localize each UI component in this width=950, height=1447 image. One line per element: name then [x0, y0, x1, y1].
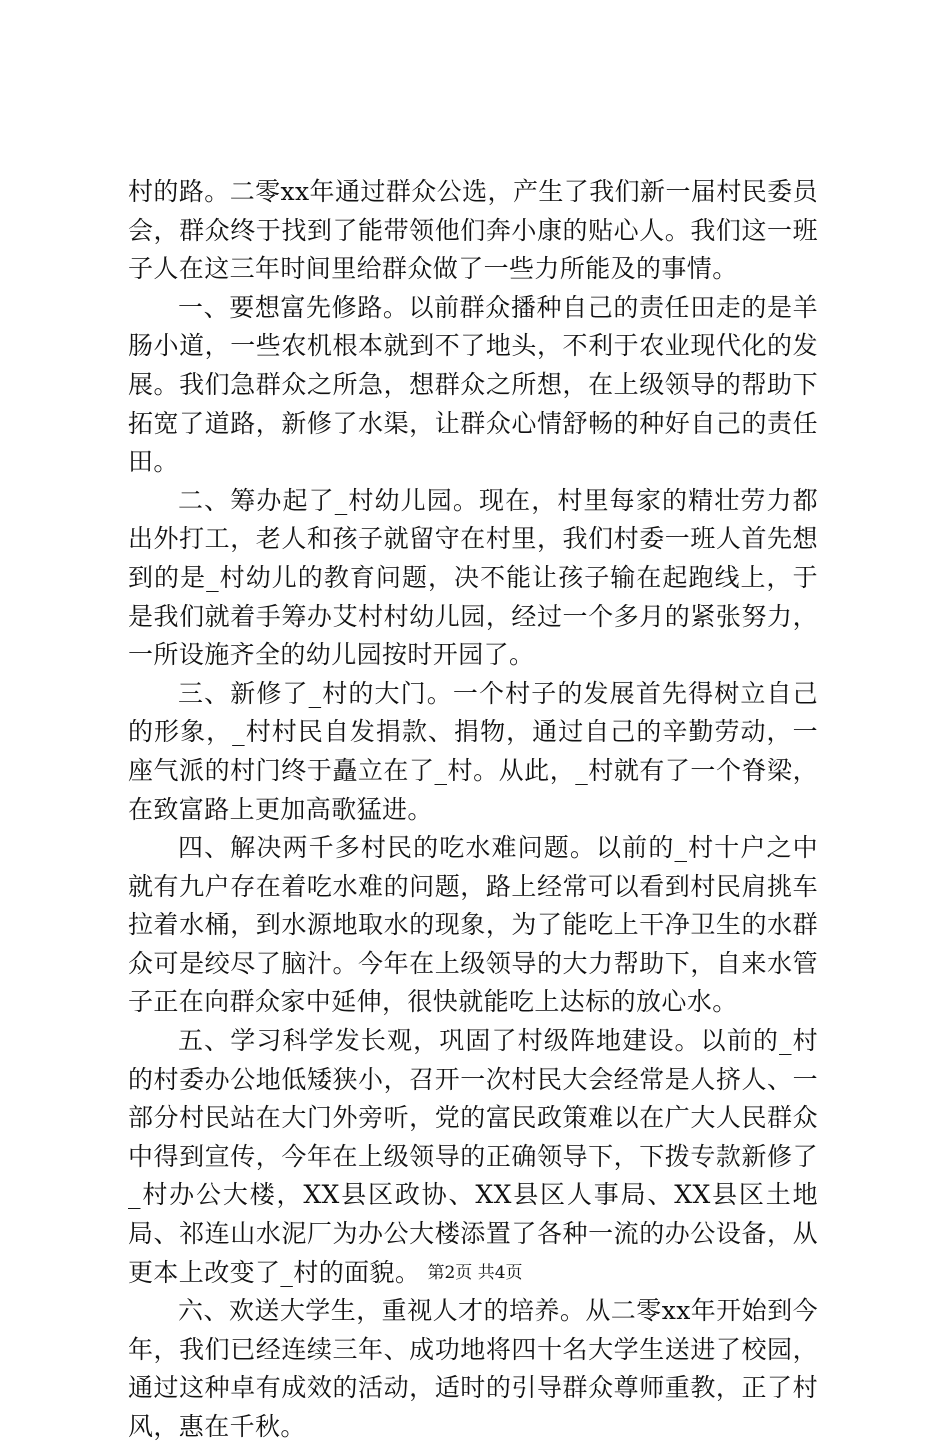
paragraph-intro: 村的路。二零xx年通过群众公选，产生了我们新一届村民委员会，群众终于找到了能带领他们奔小康的贴心人。我们这一班子人在这三年时间里给群众做了一些力所能及的事情。 [128, 177, 818, 284]
document-body [128, 173, 818, 1447]
paragraph-item-2: 二、筹办起了_村幼儿园。现在，村里每家的精壮劳力都出外打工，老人和孩子就留守在村里，我们村委一班人首先想到的是_村幼儿的教育问题，决不能让孩子输在起跑线上，于是我们就着手筹办艾村村幼儿园，经过一个多月的紧张努力，一所设施齐全的幼儿园按时开园了。 [128, 485, 818, 670]
paragraph-item-6: 六、欢送大学生，重视人才的培养。从二零xx年开始到今年，我们已经连续三年、成功地将四十名大学生送进了校园，通过这种卓有成效的活动，适时的引导群众尊师重教，正了村风，惠在千秋。 [128, 1296, 818, 1441]
paragraph-item-4: 四、解决两千多村民的吃水难问题。以前的_村十户之中就有九户存在着吃水难的问题，路上经常可以看到村民肩挑车拉着水桶，到水源地取水的现象，为了能吃上干净卫生的水群众可是绞尽了脑汁。今年在上级领导的大力帮助下，自来水管子正在向群众家中延伸，很快就能吃上达标的放心水。 [128, 833, 818, 1017]
paragraph-item-3: 三、新修了_村的大门。一个村子的发展首先得树立自己的形象，_村村民自发捐款、捐物，通过自己的辛勤劳动，一座气派的村门终于矗立在了_村。从此，_村就有了一个脊梁，在致富路上更加高歌猛进。 [128, 678, 818, 824]
page-footer: 第2页 共4页 [427, 1263, 523, 1283]
paragraph-item-1: 一、要想富先修路。以前群众播种自己的责任田走的是羊肠小道，一些农机根本就到不了地头，不利于农业现代化的发展。我们急群众之所急，想群众之所想，在上级领导的帮助下拓宽了道路，新修了水渠，让群众心情舒畅的种好自己的责任田。 [128, 292, 818, 477]
paragraph-item-5: 五、学习科学发长观，巩固了村级阵地建设。以前的_村的村委办公地低矮狭小，召开一次村民大会经常是人挤人、一部分村民站在大门外旁听，党的富民政策难以在广大人民群众中得到宣传，今年在上级领导的正确领导下，下拨专款新修了_村办公大楼，XX县区政协、XX县区人事局、XX县区土地局、祁连山水泥厂为办公大楼添置了各种一流的办公设备，从更本上改变了_村的面貌。 [128, 1026, 818, 1287]
